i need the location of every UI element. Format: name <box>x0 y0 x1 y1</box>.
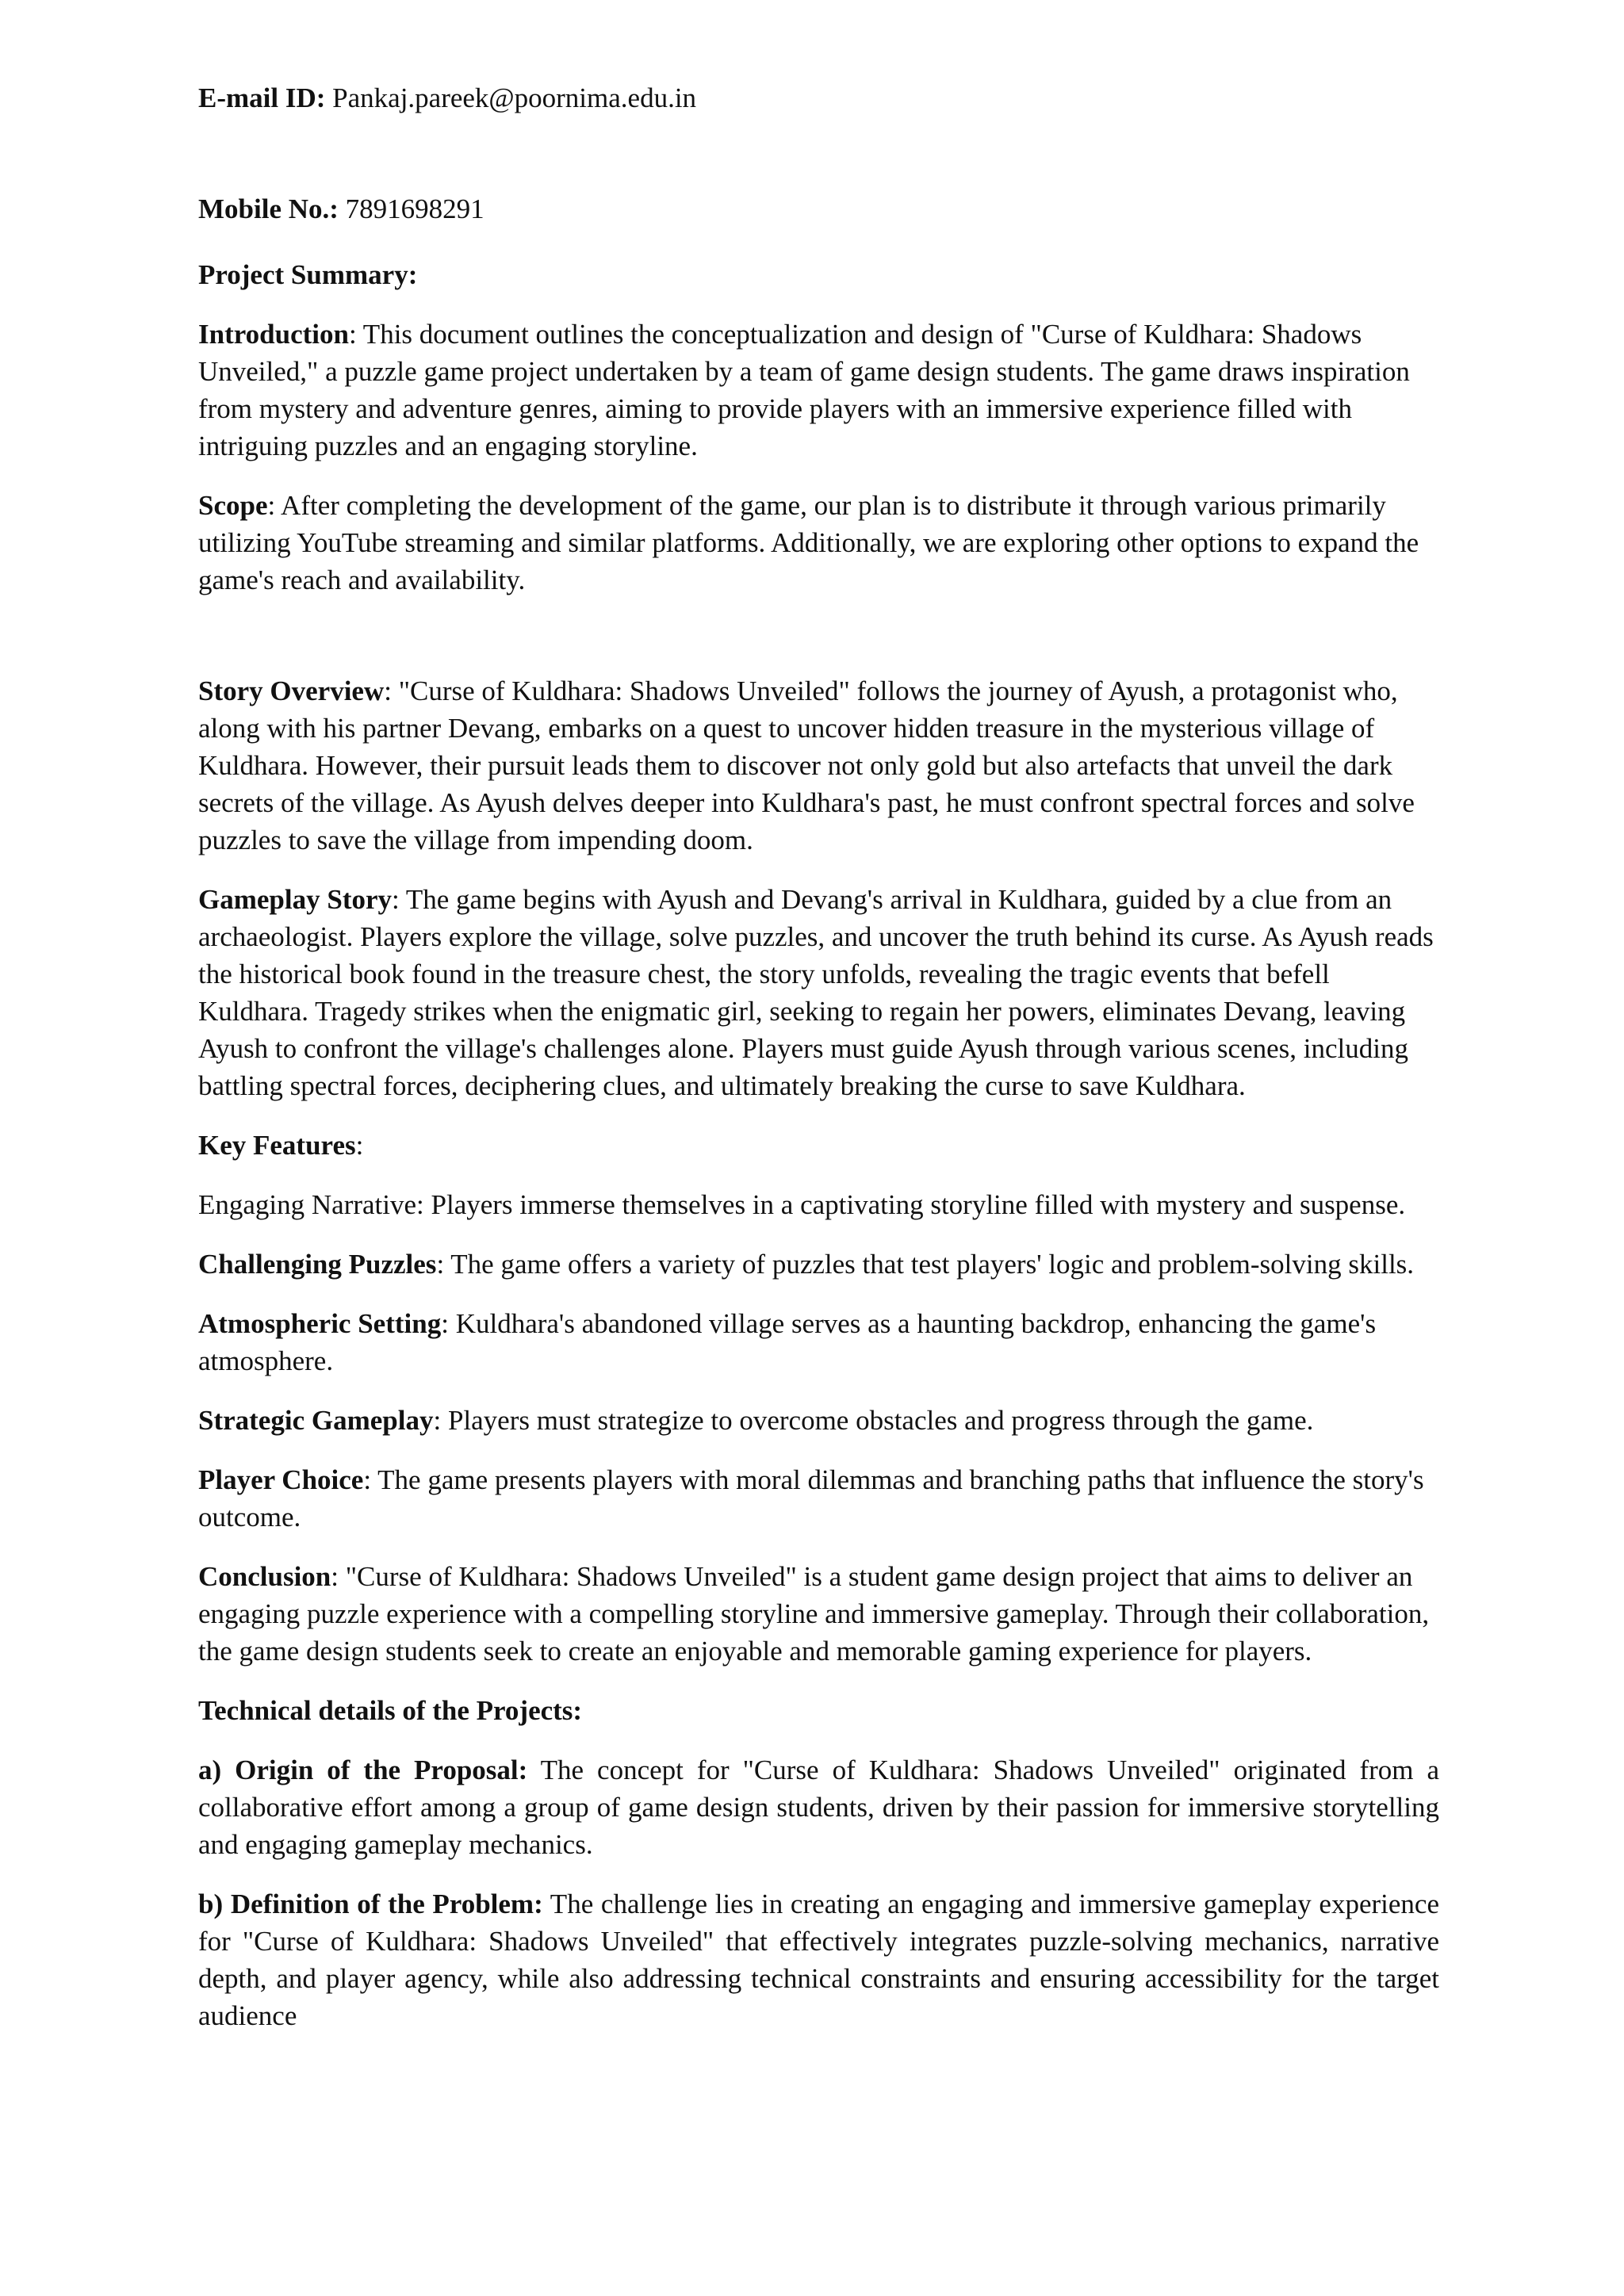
key-features-label: Key Features <box>198 1130 356 1161</box>
engaging-narrative-item: Engaging Narrative: Players immerse themselves in a captivating storyline filled with mystery and suspense. <box>198 1189 1406 1220</box>
spacer <box>198 599 1439 672</box>
challenging-puzzles-item: Challenging Puzzles: The game offers a variety of puzzles that test players' logic and problem-solving skills. <box>198 1249 1415 1280</box>
scope-text: : After completing the development of the game, our plan is to distribute it through various primarily utilizing YouTube streaming and similar platforms. Additionally, we are exploring other options to expand the game's reach and availability. <box>198 490 1419 595</box>
player-choice-item: Player Choice: The game presents players with moral dilemmas and branching paths that influence the story's outcome. <box>198 1464 1424 1533</box>
email-value: Pankaj.pareek@poornima.edu.in <box>332 82 697 113</box>
email-label: E-mail ID: <box>198 82 326 113</box>
introduction-paragraph <box>198 316 1439 465</box>
document-page <box>198 79 1439 2057</box>
project-summary-heading: Project Summary: <box>198 259 418 290</box>
conclusion-paragraph <box>198 1558 1439 1670</box>
origin-text: The concept for "Curse of Kuldhara: Shadows Unveiled" originated from a collaborative effort among a group of game design students, driven by their passion for immersive storytelling and engaging gameplay mechanics. <box>198 1755 1439 1860</box>
mobile-value: 7891698291 <box>345 193 485 224</box>
definition-paragraph <box>198 1885 1439 2034</box>
origin-label: a) Origin of the Proposal: <box>198 1755 528 1785</box>
atmospheric-setting-item: Atmospheric Setting: Kuldhara's abandoned village serves as a haunting backdrop, enhancing the game's atmosphere. <box>198 1308 1377 1376</box>
gameplay-story-label: Gameplay Story <box>198 884 393 915</box>
email-line <box>198 79 1439 117</box>
gameplay-story-paragraph <box>198 881 1439 1104</box>
story-overview-paragraph <box>198 672 1439 859</box>
key-features-heading: Key Features: <box>198 1130 364 1161</box>
mobile-line <box>198 190 1439 228</box>
introduction-text: : This document outlines the conceptualization and design of "Curse of Kuldhara: Shadows Unveiled," a puzzle game project undertaken by a team of game design students. The game draws inspiration from mystery and adventure genres, aiming to provide players with an immersive experience filled with intriguing puzzles and an engaging storyline. <box>198 319 1410 461</box>
conclusion-label: Conclusion <box>198 1561 331 1592</box>
technical-heading: Technical details of the Projects: <box>198 1695 583 1726</box>
spacer <box>198 228 1439 256</box>
definition-label: b) Definition of the Problem: <box>198 1888 543 1919</box>
scope-paragraph <box>198 487 1439 599</box>
introduction-label: Introduction <box>198 319 349 350</box>
scope-label: Scope <box>198 490 268 521</box>
story-overview-text: : "Curse of Kuldhara: Shadows Unveiled" follows the journey of Ayush, a protagonist who, along with his partner Devang, embarks on a quest to uncover hidden treasure in the mysterious village of Kuldhara. However, their pursuit leads them to discover not only gold but also artefacts that unveil the dark secrets of the village. As Ayush delves deeper into Kuldhara's past, he must confront spectral forces and solve puzzles to save the village from impending doom. <box>198 675 1415 855</box>
conclusion-text: : "Curse of Kuldhara: Shadows Unveiled" is a student game design project that aims to deliver an engaging puzzle experience with a compelling storyline and immersive gameplay. Through their collaboration, the game design students seek to create an enjoyable and memorable gaming experience for players. <box>198 1561 1430 1667</box>
strategic-gameplay-item: Strategic Gameplay: Players must strategize to overcome obstacles and progress through the game. <box>198 1405 1314 1436</box>
origin-paragraph <box>198 1751 1439 1863</box>
definition-text: The challenge lies in creating an engaging and immersive gameplay experience for "Curse of Kuldhara: Shadows Unveiled" that effectively integrates puzzle-solving mechanics, narrative depth, and player agency, while also addressing technical constraints and ensuring accessibility for the target audience <box>198 1888 1439 2031</box>
mobile-label: Mobile No.: <box>198 193 339 224</box>
gameplay-story-text: : The game begins with Ayush and Devang's arrival in Kuldhara, guided by a clue from an archaeologist. Players explore the village, solve puzzles, and uncover the truth behind its curse. As Ayush reads the historical book found in the treasure chest, the story unfolds, revealing the tragic events that befell Kuldhara. Tragedy strikes when the enigmatic girl, seeking to regain her powers, eliminates Devang, leaving Ayush to confront the village's challenges alone. Players must guide Ayush through various scenes, including battling spectral forces, deciphering clues, and ultimately breaking the curse to save Kuldhara. <box>198 884 1434 1101</box>
spacer <box>198 117 1439 190</box>
story-overview-label: Story Overview <box>198 675 385 706</box>
